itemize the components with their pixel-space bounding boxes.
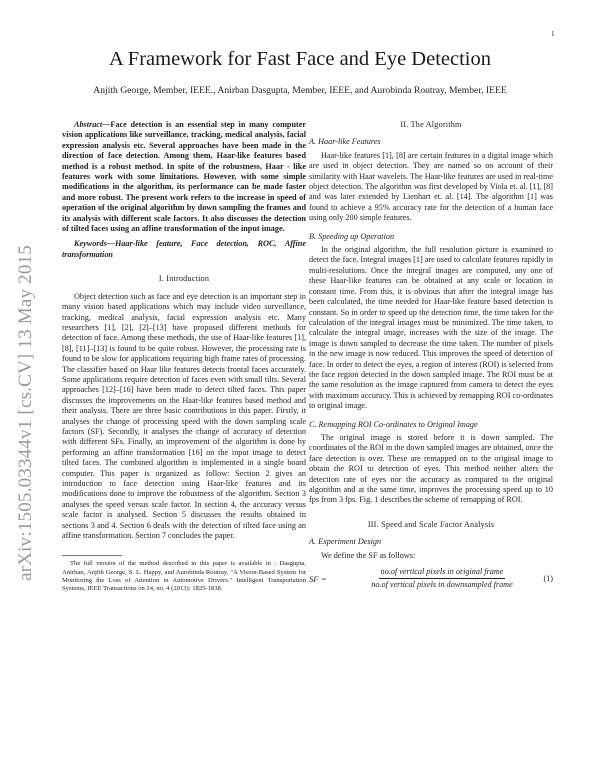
haar-paragraph: Haar-like features [1], [8] are certain features in a digital image which are used in object detection. They are named so on account of their similarity with Haar wavelets. The Haar-like features are used in real-time object detection. The algorithm was first developed by Viola et. al. [1], [8] and was later extended by Lienhart et. al. [14]. The algorithm [1] was found to achieve a 95% accuracy rate for the detection of a human face using only 200 simple features.: [309, 150, 553, 223]
equation-fraction: [349, 567, 535, 591]
experiment-paragraph: We define the SF as follows:: [321, 550, 416, 560]
subsection-heading-remapping: C. Remapping ROI Co-ordinates to Original Image: [309, 419, 478, 429]
equation-sf: [309, 567, 553, 591]
subsection-heading-speedup: B. Speeding up Operation: [309, 231, 395, 241]
left-column: [62, 120, 306, 594]
footnote: The full version of the method described in this paper is available in : Dasgupta, Anirban, Anjith George, S. L. Happy, and Aurobinda Routray. "A Vision-Based System for Monitoring the Loss of Attention in Automotive Drivers." Intelligent Transportation Systems, IEEE Transactions on 14, no. 4 (2013): 1825-1838.: [62, 560, 306, 593]
arxiv-stamp-text: arXiv:1505.03344v1 [cs.CV] 13 May 2015: [15, 245, 36, 581]
arxiv-stamp: [4, 245, 48, 581]
paper-title: A Framework for Fast Face and Eye Detection: [109, 48, 491, 70]
footnote-divider: [62, 555, 122, 556]
equation-number: (1): [543, 573, 553, 583]
abstract-label: Abstract: [74, 120, 103, 129]
equation-denominator: no.of vertical pixels in downsampled frame: [371, 580, 513, 590]
section-heading-algorithm: II. The Algorithm: [400, 120, 462, 129]
section-heading-speed-scale: III. Speed and Scale Factor Analysis: [367, 519, 495, 529]
keywords: [62, 239, 306, 260]
author-list: Anjith George, Member, IEEE., Anirban Dasgupta, Member, IEEE, and Aurobinda Routray, Member, IEEE: [93, 85, 507, 96]
subsection-heading-experiment: A. Experiment Design: [309, 537, 382, 547]
remapping-paragraph: The original image is stored before it is down sampled. The coordinates of the ROI in the down sampled images are obtained, once the face detection is over. These are remapped on to the original image to obtain the ROI to detection of eyes. This method neither alters the detection rate of eyes nor the accuracy as compared to the original algorithm and at the same time, improves the processing speed up to 10 fps from 3 fps. Fig. 1 describes the scheme of remapping of ROI.: [309, 432, 553, 505]
equation-numerator: no.of vertical pixels in original frame: [379, 567, 506, 579]
section-heading-introduction: I. Introduction: [158, 274, 210, 284]
speedup-paragraph: In the original algorithm, the full resolution picture is examined to detect the face. Integral images [1] are used to calculate features rapidly in multi-resolutions. Once the integral images are computed, any one of these Haar-like features can be obtained at any scale or location in constant time. From this, it is obvious that after the integral image has been calculated, the time needed for Haar-like feature based detection is constant. So in order to speed up the detection time, the time taken for the calculation of the integral images must be minimized. The time taken, to calculate the integral image, increases with the size of the image. The image is down sampled to decrease the time taken. The number of pixels in the new image is now reduced. This improves the speed of detection of face. In order to detect the eyes, a region of interest (ROI) is selected from the face region detected in the down sampled image. The ROI must be at the same resolution as the image captured from camera to detect the eyes with maximum accuracy. This is achieved by remapping ROI co-ordinates to original image.: [309, 245, 553, 411]
subsection-heading-haar: A. Haar-like Features: [309, 137, 381, 147]
keywords-label: Keywords: [74, 239, 107, 249]
right-column: [309, 120, 553, 591]
introduction-paragraph: Object detection such as face and eye detection is an important step in many vision based applications which may include video surveillance, tracking, medical analysis, facial expression analysis etc. Many researchers [1], [2], [2]–[13] have proposed different methods for detection of face. Among these methods, the use of Haar-like features [1], [8], [11]–[13] is found to be quite robust. However, the processing rate is found to be slow for applications requiring high frame rates of processing. The classifier based on Haar like features detects frontal faces accurately. Some applications require detection of faces even with small tilts. Several approaches [12]–[16] have been made to detect tilted faces. This paper discusses the improvements on the Haar-like features based method and their analysis. There are three basic contributions in this paper. Firstly, it analyses the change of processing speed with the down sampling scale factors (SF). Secondly, it analyses the change of accuracy of detection with different SFs. Finally, an improvement of the algorithm is done by performing an affine transformation [16] on the input image to detect tilted faces. The combined algorithm is implemented in a single board computer. This paper is organized as follow: Section 2 gives an introduction to face detection using Haar-like features and its modifications done to improve the robustness of the algorithm. Section 3 analyses the speed versus scale factor. In section 4, the accuracy versus scale factor is analysed. Section 5 discusses the results obtained in sections 3 and 4. Section 6 deals with the detection of tilted face using an affine transformation. Section 7 concludes the paper.: [62, 291, 306, 541]
page-number: 1: [551, 30, 555, 38]
abstract: [62, 120, 306, 234]
keywords-text: —Haar-like feature, Face detection, ROC, Affine transformation: [62, 239, 306, 259]
equation-lhs: SF =: [309, 573, 327, 584]
abstract-text: —Face detection is an essential step in many computer vision applications like surveillance, tracking, medical analysis, facial expression analysis etc. Several approaches have been made in the direction of face detection. Among them, Haar-like features based method is a robust method. In spite of the robustness, Haar - like features work with some limitations. However, with some simple modifications in the algorithm, its performance can be made faster and more robust. The present work refers to the increase in speed of operation of the original algorithm by down sampling the frames and its analysis with different scale factors. It also discusses the detection of tilted faces using an affine transformation of the input image.: [62, 120, 306, 234]
